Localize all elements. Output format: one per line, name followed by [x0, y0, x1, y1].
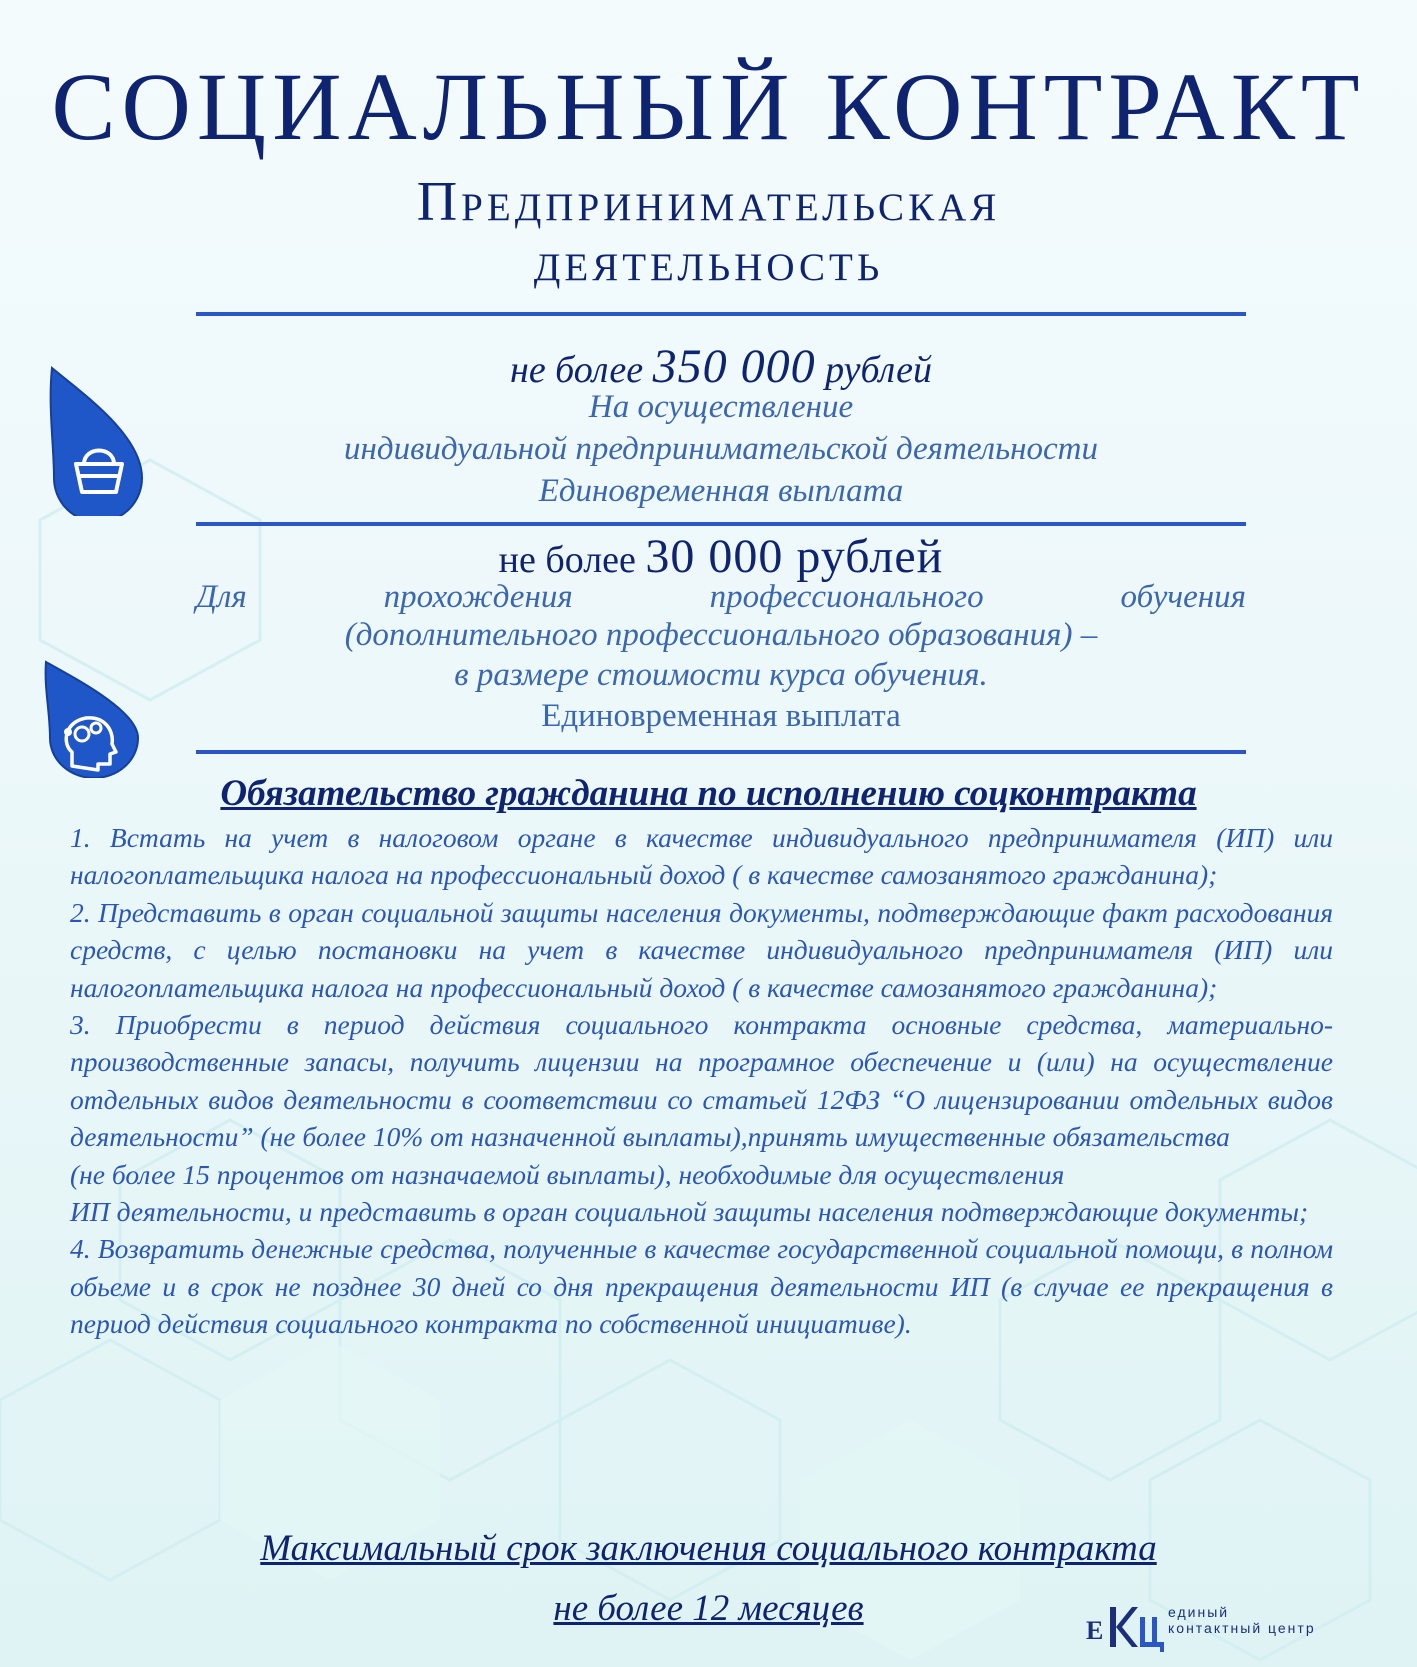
block2-line-1: Для прохождения профессионального обучения — [196, 579, 1246, 615]
divider-3 — [196, 750, 1246, 754]
obligations-list — [70, 819, 1333, 1343]
obligations-title: Обязательство гражданина по исполнению соцконтракта — [220, 773, 1197, 814]
obligation-item: 3. Приобрести в период действия социального контракта основные средства, материально-производственные запасы, получить лицензии на програмное обеспечение и (или) на осуществление отдельных видов деятельности в соответствии со статьей 12ФЗ “О лицензировании отдельных видов деятельности” (не более 10% от назначенной выплаты),принять имущественные обязательства — [70, 1009, 1333, 1153]
max-term-value: не более 12 месяцев — [553, 1588, 864, 1629]
block2-line-3: в размере стоимости курса обучения. — [454, 657, 988, 693]
subtitle-line-2: деятельность — [533, 231, 884, 293]
block1-line-1: На осуществление — [588, 389, 854, 425]
obligation-item: ИП деятельности, и представить в орган социальной защиты населения подтверждающие документы; — [70, 1196, 1309, 1228]
head-gears-icon — [42, 660, 142, 778]
obligation-item: 1. Встать на учет в налоговом органе в качестве индивидуального предпринимателя (ИП) или налогоплательщика налога на профессиональный доход ( в качестве самозанятого гражданина); — [70, 822, 1333, 891]
obligation-item: 2. Представить в орган социальной защиты населения документы, подтверждающие факт расходования средств, с целью постановки на учет в качестве индивидуального предпринимателя (ИП) или налогоплательщика налога на профессиональный доход ( в качестве самозанятого гражданина); — [70, 896, 1333, 1003]
obligation-item: (не более 15 процентов от назначаемой выплаты), необходимые для осуществления — [70, 1158, 1065, 1190]
subtitle-line-1: Предпринимательская — [416, 171, 1001, 233]
logo-text: единый контактный центр — [1168, 1604, 1316, 1636]
divider-2 — [196, 522, 1246, 526]
page-title: СОЦИАЛЬНЫЙ КОНТРАКТ — [51, 53, 1366, 160]
page-subtitle — [0, 172, 1417, 292]
block2-line-4: Единовременная выплата — [541, 698, 901, 734]
obligation-item: 4. Возвратить денежные средства, полученные в качестве государственной социальной помощи, в полном обьеме и в срок не позднее 30 дней со дня прекращения деятельности ИП (в случае ее прекращения в период действия социального контракта по собственной инициативе). — [70, 1233, 1333, 1340]
block1-line-3: Единовременная выплата — [538, 473, 904, 509]
logo-letter-e: Е — [1086, 1616, 1104, 1645]
block1-line-2: индивидуальной предпринимательской деятельности — [344, 431, 1098, 467]
basket-icon — [46, 366, 146, 516]
divider-1 — [196, 312, 1246, 316]
block2-amount: не более 30 000 рублей — [498, 530, 944, 583]
max-term-label: Максимальный срок заключения социального контракта — [260, 1528, 1157, 1569]
block1-amount: не более 350 000 рублей — [509, 340, 933, 393]
block2-line-2: (дополнительного профессионального образования) – — [344, 617, 1098, 653]
